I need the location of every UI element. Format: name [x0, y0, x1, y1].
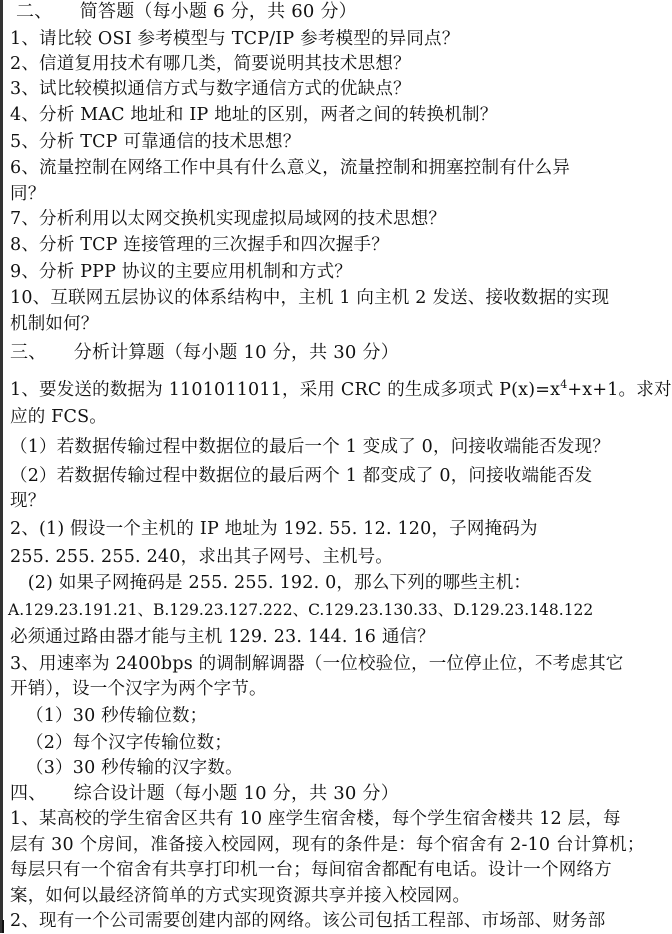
question-2-3: 3、试比较模拟通信方式与数字通信方式的优缺点？ [10, 79, 411, 99]
crc-text-post: +x+1。求对 [567, 380, 672, 400]
question-3-1-cont: 应的 FCS。 [10, 407, 107, 427]
question-3-2-sub2: (2) 如果子网掩码是 255. 255. 192. 0，那么下列的哪些主机： [10, 573, 532, 593]
section-3-heading: 三、 分析计算题（每小题 10 分，共 30 分） [10, 342, 399, 363]
section-4-heading: 四、 综合设计题（每小题 10 分，共 30 分） [10, 783, 399, 804]
question-3-3-sub2: （2）每个汉字传输位数； [26, 733, 233, 753]
question-3-2: 2、(1) 假设一个主机的 IP 地址为 192. 55. 12. 120，子网掩码为 [10, 519, 538, 539]
question-3-3-sub1: （1）30 秒传输位数； [26, 706, 208, 726]
question-3-3: 3、用速率为 2400bps 的调制解调器（一位校验位，一位停止位，不考虑其它 [10, 654, 624, 674]
question-4-2: 2、现有一个公司需要创建内部的网络。该公司包括工程部、市场部、财务部 [10, 911, 606, 931]
question-4-1-cont3: 案，如何以最经济简单的方式实现资源共享并接入校园网。 [10, 886, 471, 906]
question-3-1-sub2-cont: 现？ [10, 491, 46, 511]
question-3-1-sub1: （1）若数据传输过程中数据位的最后一个 1 变成了 0，问接收端能否发现？ [10, 437, 610, 457]
question-2-9: 9、分析 PPP 协议的主要应用机制和方式？ [10, 262, 352, 282]
question-3-1 [10, 377, 672, 403]
question-3-1-sub2: （2）若数据传输过程中数据位的最后两个 1 都变成了 0，问接收端能否发 [10, 466, 593, 486]
crc-exponent: 4 [560, 378, 568, 392]
question-2-2: 2、信道复用技术有哪几类，简要说明其技术思想？ [10, 54, 411, 74]
question-2-1: 1、请比较 OSI 参考模型与 TCP/IP 参考模型的异同点？ [10, 29, 460, 49]
question-4-1-cont2: 每层只有一个宿舍有共享打印机一台；每间宿舍都配有电话。设计一个网络方 [10, 860, 612, 880]
scan-left-edge [0, 0, 3, 933]
question-2-10-cont: 机制如何？ [10, 314, 99, 334]
question-2-7: 7、分析利用以太网交换机实现虚拟局域网的技术思想？ [10, 209, 447, 229]
question-2-6: 6、流量控制在网络工作中具有什么意义，流量控制和拥塞控制有什么异 [10, 158, 571, 178]
question-3-3-cont: 开销），设一个汉字为两个字节。 [10, 679, 267, 699]
question-2-4: 4、分析 MAC 地址和 IP 地址的区别，两者之间的转换机制？ [10, 105, 498, 125]
section-2-heading: 二、 简答题（每小题 6 分，共 60 分） [16, 1, 357, 22]
question-2-10: 10、互联网五层协议的体系结构中，主机 1 向主机 2 发送、接收数据的实现 [10, 288, 610, 308]
question-2-5: 5、分析 TCP 可靠通信的技术思想？ [10, 132, 301, 152]
question-3-2-cont2: 必须通过路由器才能与主机 129. 23. 144. 16 通信？ [10, 627, 435, 647]
question-2-8: 8、分析 TCP 连接管理的三次握手和四次握手？ [10, 235, 389, 255]
question-4-1-cont1: 层有 30 个房间，准备接入校园网，现有的条件是：每个宿舍有 2-10 台计算机； [10, 835, 645, 855]
question-2-6-cont: 同？ [10, 184, 46, 204]
question-4-1: 1、某高校的学生宿舍区共有 10 座学生宿舍楼，每个学生宿舍楼共 12 层，每 [10, 809, 621, 829]
crc-text-pre: 1、要发送的数据为 1101011011，采用 CRC 的生成多项式 P(x)=x [10, 380, 561, 400]
question-3-3-sub3: （3）30 秒传输的汉字数。 [26, 758, 243, 778]
scan-corner-mark [2, 920, 4, 933]
question-3-2-cont: 255. 255. 255. 240，求出其子网号、主机号。 [10, 547, 393, 567]
question-3-2-options: A.129.23.191.21、B.129.23.127.222、C.129.23.130.33、D.129.23.148.122 [8, 601, 594, 619]
